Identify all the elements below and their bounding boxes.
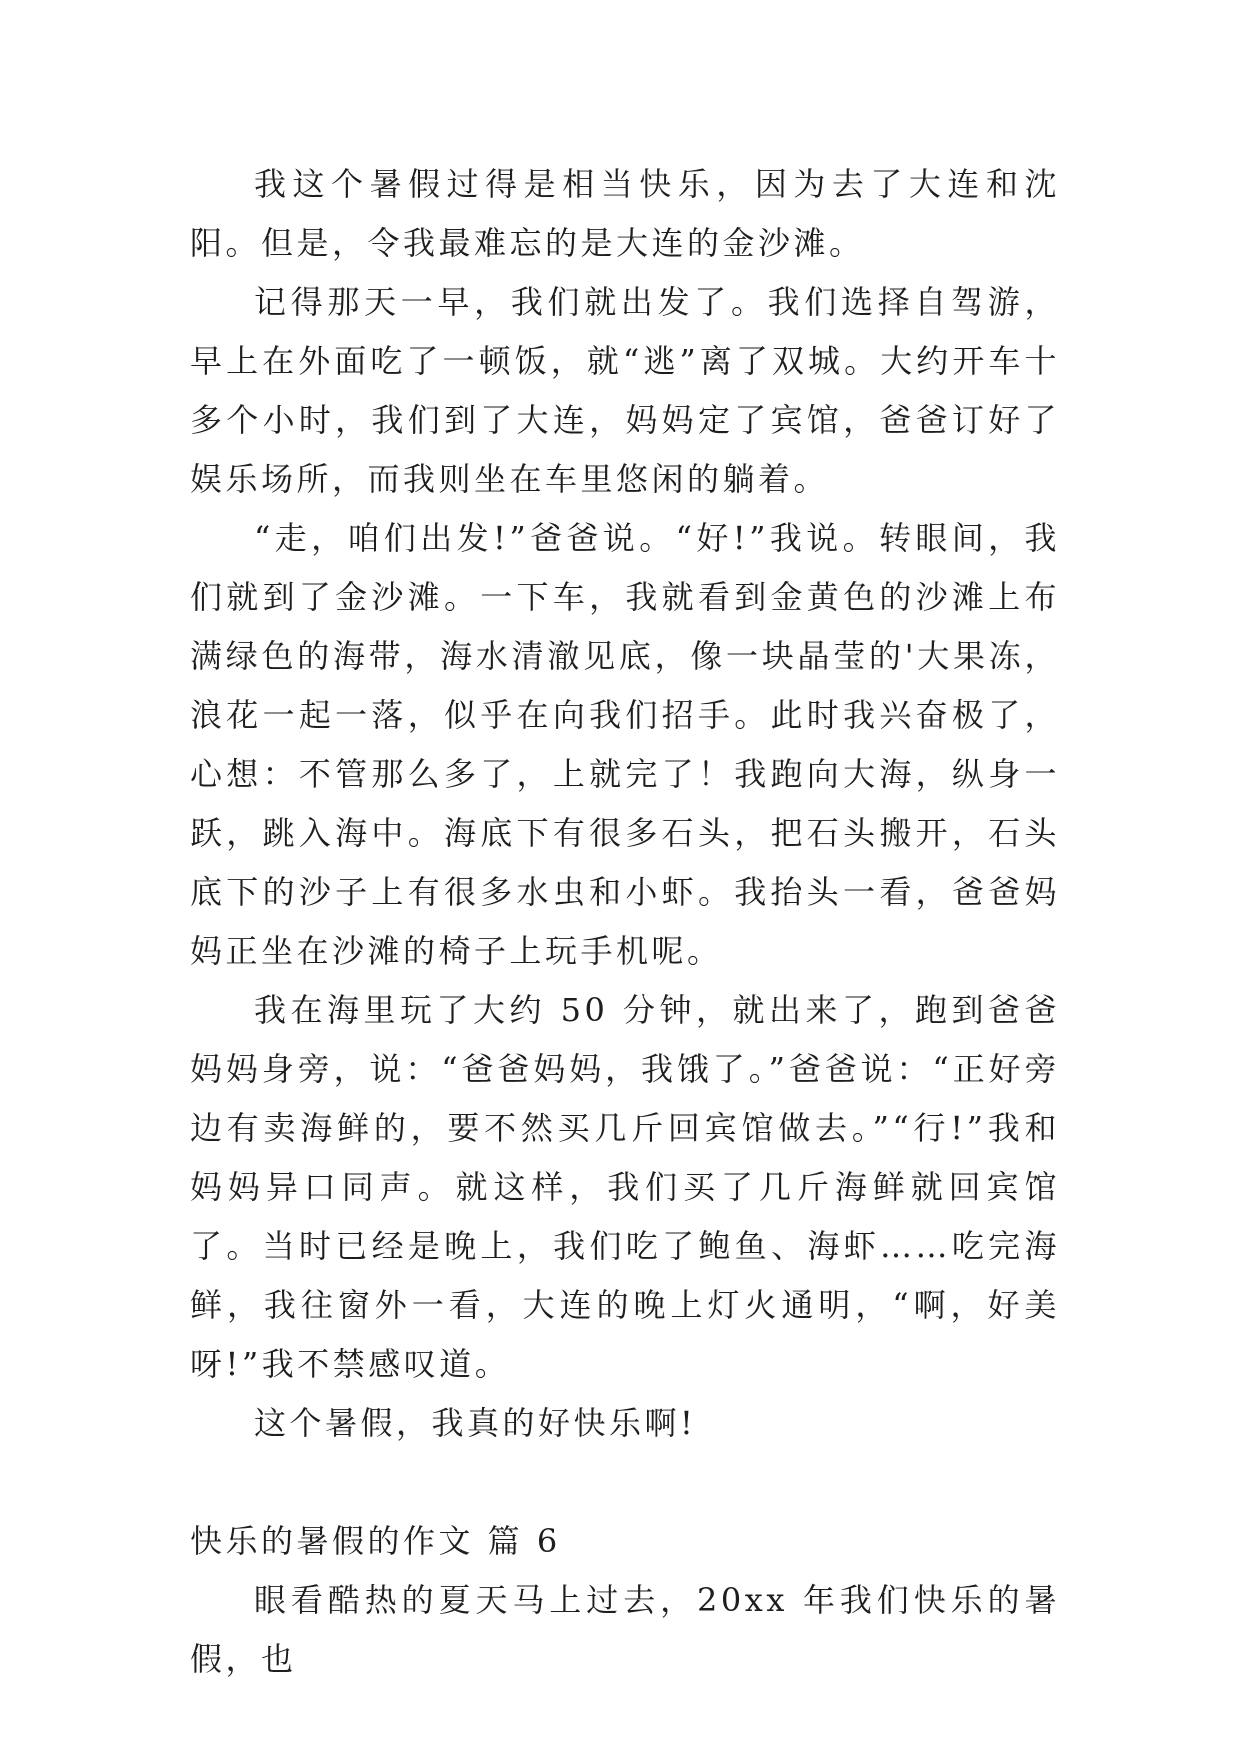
section-heading: 快乐的暑假的作文 篇 6 — [190, 1522, 561, 1560]
paragraph-2: 记得那天一早，我们就出发了。我们选择自驾游，早上在外面吃了一顿饭，就“逃”离了双城。大约开车十多个小时，我们到了大连，妈妈定了宾馆，爸爸订好了娱乐场所，而我则坐在车里悠闲的躺着。 — [190, 283, 1060, 498]
paragraph-next: 眼看酷热的夏天马上过去，20xx 年我们快乐的暑假，也 — [190, 1581, 1060, 1678]
paragraph-5: 这个暑假，我真的好快乐啊! — [254, 1404, 697, 1442]
paragraph-1: 我这个暑假过得是相当快乐，因为去了大连和沈阳。但是，令我最难忘的是大连的金沙滩。 — [190, 165, 1060, 262]
section-spacer — [190, 1453, 1060, 1512]
paragraph-4: 我在海里玩了大约 50 分钟，就出来了，跑到爸爸妈妈身旁，说：“爸爸妈妈，我饿了。”爸爸说：“正好旁边有卖海鲜的，要不然买几斤回宾馆做去。”“行!”我和妈妈异口同声。就这样，我们买了几斤海鲜就回宾馆了。当时已经是晚上，我们吃了鲍鱼、海虾……吃完海鲜，我往窗外一看，大连的晚上灯火通明，“啊，好美呀!”我不禁感叹道。 — [190, 991, 1060, 1383]
document-body — [190, 155, 1060, 1689]
paragraph-3: “走，咱们出发!”爸爸说。“好!”我说。转眼间，我们就到了金沙滩。一下车，我就看到金黄色的沙滩上布满绿色的海带，海水清澈见底，像一块晶莹的'大果冻，浪花一起一落，似乎在向我们招手。此时我兴奋极了，心想：不管那么多了，上就完了！我跑向大海，纵身一跃，跳入海中。海底下有很多石头，把石头搬开，石头底下的沙子上有很多水虫和小虾。我抬头一看，爸爸妈妈正坐在沙滩的椅子上玩手机呢。 — [190, 519, 1060, 970]
